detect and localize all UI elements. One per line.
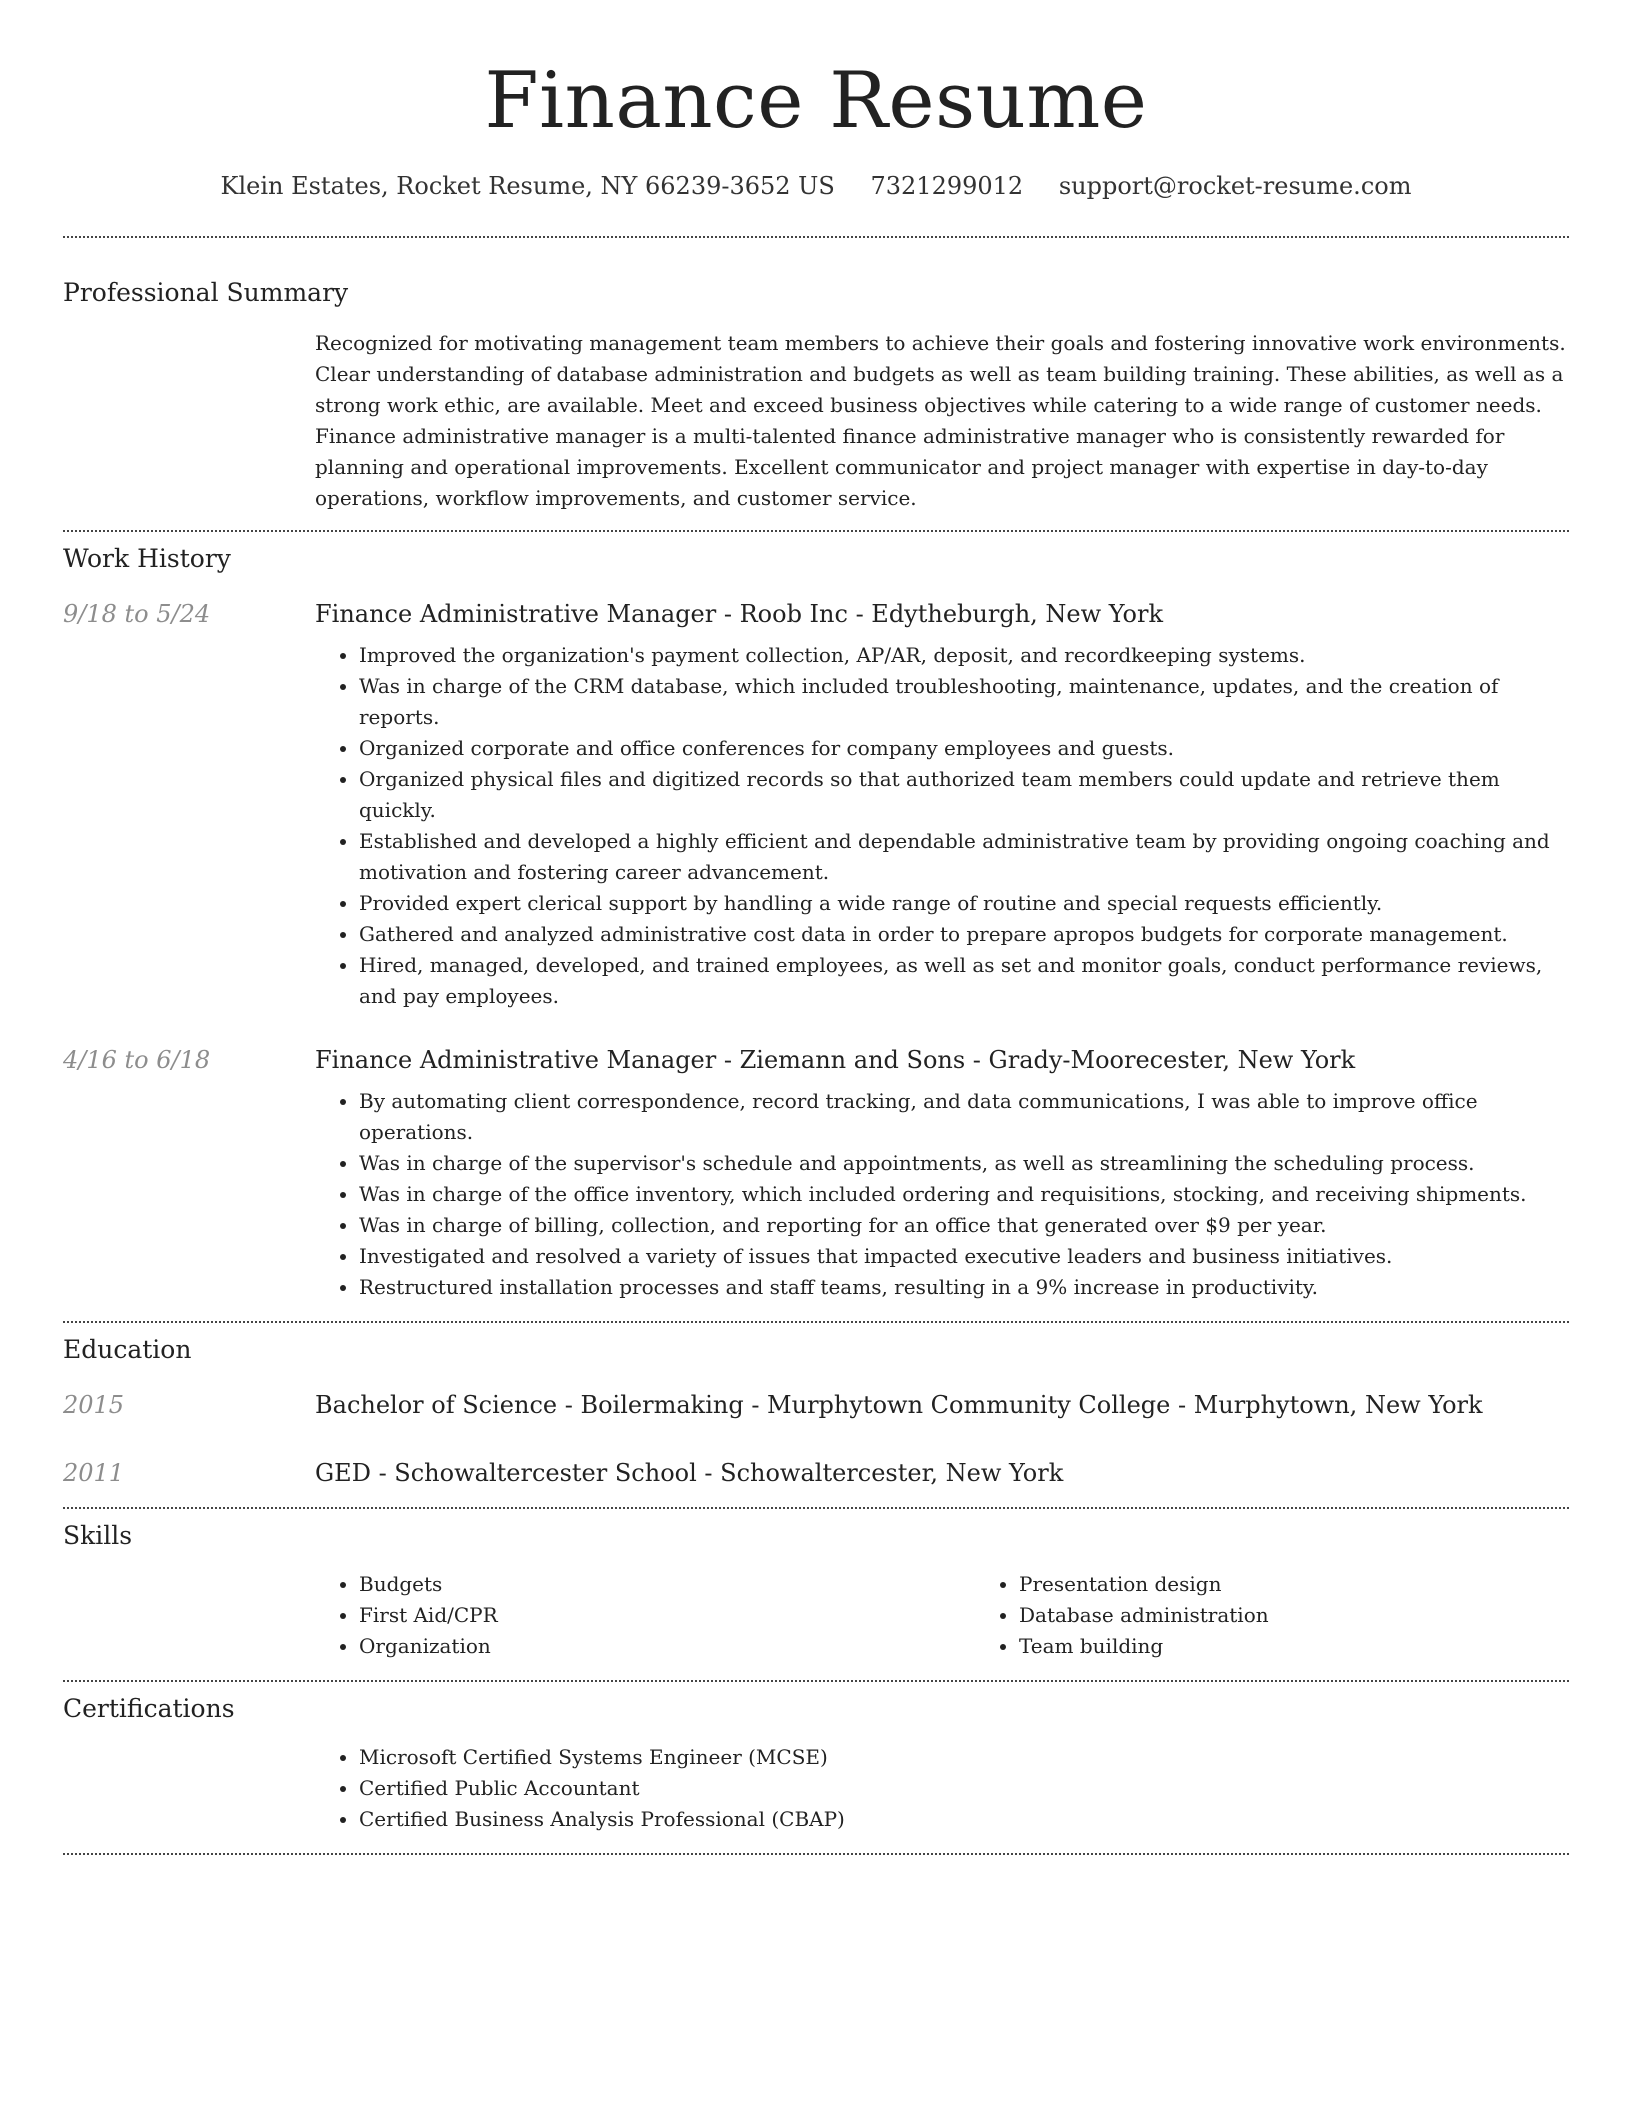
certifications-list	[315, 1742, 1569, 1835]
education-section	[63, 1323, 1569, 1489]
job-entry	[63, 1044, 1569, 1303]
education-entry	[63, 1389, 1569, 1421]
job-bullet: • Investigated and resolved a variety of issues that impacted executive leaders and business initiatives.	[359, 1241, 1569, 1272]
skills-list-left	[315, 1569, 975, 1662]
skills-section	[63, 1509, 1569, 1662]
job-bullet: • Was in charge of the CRM database, which included troubleshooting, maintenance, updates, and the creation of reports.	[359, 671, 1569, 733]
skill-item: • Presentation design	[1019, 1569, 1632, 1600]
job-bullet: • Established and developed a highly efficient and dependable administrative team by providing ongoing coaching and motivation and fostering career advancement.	[359, 826, 1569, 888]
job-bullet: • Was in charge of billing, collection, and reporting for an office that generated over $9 per year.	[359, 1210, 1569, 1241]
certifications-section	[63, 1682, 1569, 1835]
work-history-section	[63, 532, 1569, 1303]
summary-heading: Professional Summary	[63, 278, 349, 307]
job-entry	[63, 598, 1569, 1012]
certification-item: • Certified Public Accountant	[359, 1773, 1569, 1804]
contact-email: support@rocket-resume.com	[1058, 172, 1412, 200]
skills-heading: Skills	[63, 1521, 133, 1550]
summary-section	[63, 238, 1569, 514]
education-degree: GED - Schowaltercester School - Schowaltercester, New York	[315, 1459, 1064, 1487]
skill-item: • Database administration	[1019, 1600, 1632, 1631]
job-bullet: • Restructured installation processes and staff teams, resulting in a 9% increase in productivity.	[359, 1272, 1569, 1303]
contact-phone: 7321299012	[870, 172, 1024, 200]
job-title: Finance Administrative Manager - Ziemann and Sons - Grady-Moorecester, New York	[315, 1046, 1356, 1074]
education-year: 2015	[63, 1391, 125, 1419]
job-bullet: • Gathered and analyzed administrative cost data in order to prepare apropos budgets for corporate management.	[359, 919, 1569, 950]
job-bullet: • By automating client correspondence, record tracking, and data communications, I was able to improve office operations.	[359, 1086, 1569, 1148]
education-year: 2011	[63, 1459, 125, 1487]
section-divider	[63, 1853, 1569, 1855]
work-history-heading: Work History	[63, 544, 231, 573]
job-bullet: • Organized corporate and office conferences for company employees and guests.	[359, 733, 1569, 764]
summary-text: Recognized for motivating management team members to achieve their goals and fostering innovative work environments. Clear understanding of database administration and budgets as well as team building training. These abilities, as well as a strong work ethic, are available. Meet and exceed business objectives while catering to a wide range of customer needs. Finance administrative manager is a multi-talented finance administrative manager who is consistently rewarded for planning and operational improvements. Excellent communicator and project manager with expertise in day-to-day operations, workflow improvements, and customer service.	[315, 331, 1566, 510]
job-bullet: • Provided expert clerical support by handling a wide range of routine and special requests efficiently.	[359, 888, 1569, 919]
certifications-heading: Certifications	[63, 1694, 235, 1723]
job-dates: 4/16 to 6/18	[63, 1046, 211, 1074]
skill-item: • First Aid/CPR	[359, 1600, 975, 1631]
job-bullet: • Hired, managed, developed, and trained employees, as well as set and monitor goals, conduct performance reviews, and pay employees.	[359, 950, 1569, 1012]
education-heading: Education	[63, 1335, 192, 1364]
job-bullet: • Improved the organization's payment collection, AP/AR, deposit, and recordkeeping systems.	[359, 640, 1569, 671]
certification-item: • Microsoft Certified Systems Engineer (MCSE)	[359, 1742, 1569, 1773]
education-entry	[63, 1457, 1569, 1489]
certification-item: • Certified Business Analysis Professional (CBAP)	[359, 1804, 1569, 1835]
contact-address: Klein Estates, Rocket Resume, NY 66239-3652 US	[220, 172, 835, 200]
job-bullet: • Organized physical files and digitized records so that authorized team members could update and retrieve them quickly.	[359, 764, 1569, 826]
job-bullet: • Was in charge of the office inventory, which included ordering and requisitions, stocking, and receiving shipments.	[359, 1179, 1569, 1210]
contact-line	[63, 170, 1569, 202]
job-dates: 9/18 to 5/24	[63, 600, 211, 628]
job-bullets	[315, 640, 1569, 1012]
skill-item: • Budgets	[359, 1569, 975, 1600]
job-bullets	[315, 1086, 1569, 1303]
job-title: Finance Administrative Manager - Roob Inc - Edytheburgh, New York	[315, 600, 1164, 628]
resume-title: Finance Resume	[484, 56, 1148, 146]
skill-item: • Organization	[359, 1631, 975, 1662]
job-bullet: • Was in charge of the supervisor's schedule and appointments, as well as streamlining the scheduling process.	[359, 1148, 1569, 1179]
education-degree: Bachelor of Science - Boilermaking - Murphytown Community College - Murphytown, New York	[315, 1391, 1483, 1419]
skills-list-right	[975, 1569, 1632, 1662]
skill-item: • Team building	[1019, 1631, 1632, 1662]
